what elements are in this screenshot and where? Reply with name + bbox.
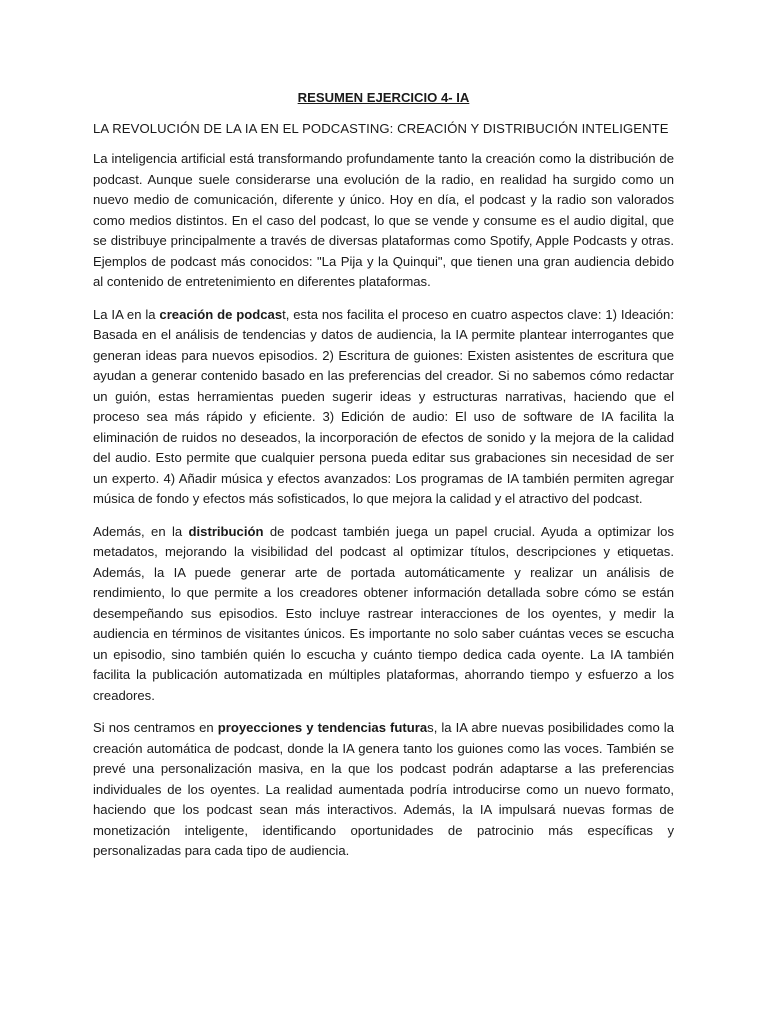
paragraph-future-bold: proyecciones y tendencias futura <box>217 720 428 735</box>
paragraph-future <box>93 718 674 862</box>
paragraph-distribution-bold: distribución <box>188 523 264 539</box>
document-body <box>93 88 674 874</box>
paragraph-distribution-lead: Además, en la <box>93 523 189 539</box>
paragraph-intro: La inteligencia artificial está transformando profundamente tanto la creación como la distribución de podcast. Aunque suele considerarse una evolución de la radio, en realidad ha surgido como un nuevo medio de comunicación, diferente y único. Hoy en día, el podcast y la radio son valorados como medios distintos. En el caso del podcast, lo que se vende y consume es el audio digital, que se distribuye principalmente a través de diversas plataformas como Spotify, Apple Podcasts y otras. Ejemplos de podcast más conocidos: "La Pija y la Quinqui", que tienen una gran audiencia debido al contenido de entretenimiento en diferentes plataformas. <box>93 151 674 289</box>
paragraph-creation <box>93 305 674 510</box>
paragraph-creation-body: t, esta nos facilita el proceso en cuatro aspectos clave: 1) Ideación: Basada en el análisis de tendencias y datos de audiencia, la IA permite plantear interrogantes que generan ideas para nuevos episodios. 2) Escritura de guiones: Existen asistentes de escritura que ayudan a generar contenido basado en las preferencias del creador. Si no sabemos cómo redactar un guión, estas herramientas pueden sugerir ideas y estructuras narrativas, haciendo que el proceso sea más rápido y eficiente. 3) Edición de audio: El uso de software de IA facilita la eliminación de ruidos no deseados, la incorporación de efectos de sonido y la mejora de la calidad del audio. Esto permite que cualquier persona pueda editar sus grabaciones sin necesidad de ser un experto. 4) Añadir música y efectos avanzados: Los programas de IA también permiten agregar música de fondo y efectos más sofisticados, lo que mejora la calidad y el atractivo del podcast. <box>93 306 674 506</box>
paragraph-future-lead: Si nos centramos en <box>93 720 218 735</box>
paragraph-creation-bold: creación de podcas <box>159 306 283 322</box>
document-subtitle: LA REVOLUCIÓN DE LA IA EN EL PODCASTING: CREACIÓN Y DISTRIBUCIÓN INTELIGENTE <box>93 120 669 136</box>
document-title: RESUMEN EJERCICIO 4- IA <box>297 90 470 105</box>
paragraph-future-body: s, la IA abre nuevas posibilidades como la creación automática de podcast, donde la IA genera tanto los guiones como las voces. También se prevé una personalización masiva, en la que los podcast podrán adaptarse a las preferencias individuales de los oyentes. La realidad aumentada podría introducirse como un nuevo formato, haciendo que los podcast sean más interactivos. Además, la IA impulsará nuevas formas de monetización inteligente, identificando oportunidades de patrocinio más específicas y personalizadas para cada tipo de audiencia. <box>93 720 674 858</box>
paragraph-distribution-body: de podcast también juega un papel crucial. Ayuda a optimizar los metadatos, mejorando la visibilidad del podcast al optimizar títulos, descripciones y etiquetas. Además, la IA puede generar arte de portada automáticamente y realizar un análisis de rendimiento, lo que permite a los creadores obtener información detallada sobre cómo se están desempeñando sus episodios. Esto incluye rastrear interacciones de los oyentes, y medir la audiencia en términos de visitantes únicos. Es importante no solo saber cuántas veces se escucha un episodio, sino también quién lo escucha y cuánto tiempo dedica cada oyente. La IA también facilita la publicación automatizada en múltiples plataformas, ahorrando tiempo y esfuerzo a los creadores. <box>93 523 674 703</box>
paragraph-distribution <box>93 522 674 707</box>
paragraph-creation-lead: La IA en la <box>93 306 160 322</box>
